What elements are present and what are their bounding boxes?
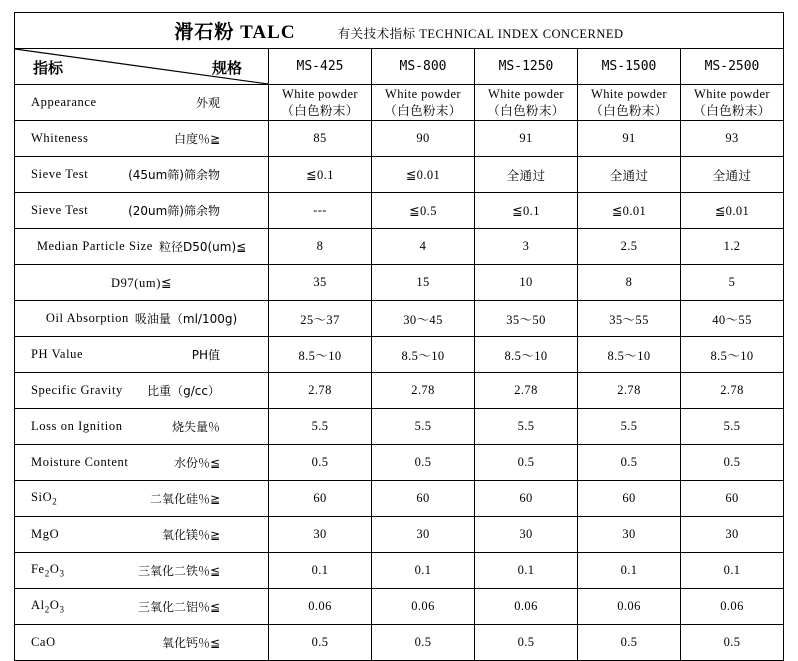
grade-header-label: MS-1250: [498, 59, 554, 74]
title-row: [15, 13, 784, 49]
cell-value: [269, 193, 372, 229]
value-text: 0.1: [620, 563, 638, 577]
value-text: 15: [416, 275, 430, 289]
row-label-cn: 烧失量％: [171, 420, 220, 434]
value-text: ---: [313, 203, 327, 217]
table-row: [15, 409, 784, 445]
row-label-cn: PH值: [191, 348, 220, 362]
value-text: 8: [316, 239, 324, 253]
cell-value: [475, 229, 578, 265]
cell-value: [578, 589, 681, 625]
grade-header-label: MS-1500: [601, 59, 657, 74]
value-text: 0.06: [617, 599, 641, 613]
value-text: 3: [522, 239, 530, 253]
cell-value: [681, 229, 784, 265]
value-text: 0.5: [414, 635, 432, 649]
value-text: 0.5: [414, 455, 432, 469]
cell-value: [578, 85, 681, 121]
value-text: 2.78: [617, 383, 641, 397]
row-label-cell: [15, 517, 269, 553]
cell-value: [475, 337, 578, 373]
grade-header-label: MS-800: [399, 59, 447, 74]
cell-value: [475, 265, 578, 301]
cell-value: [578, 409, 681, 445]
cell-value: [269, 625, 372, 661]
value-text: 5.5: [311, 419, 329, 433]
value-text: 91: [519, 131, 533, 145]
cell-value: [372, 625, 475, 661]
row-label-en: Oil Absorption: [45, 311, 129, 325]
cell-value: [475, 409, 578, 445]
row-label-cell: [15, 337, 269, 373]
table-row: [15, 229, 784, 265]
row-label-cn: 氧化镁％≧: [161, 528, 220, 542]
grade-header-4: [681, 49, 784, 85]
table-row: [15, 121, 784, 157]
row-label-cell: [15, 121, 269, 157]
value-text: 2.78: [514, 383, 538, 397]
row-label-cell: [15, 193, 269, 229]
cell-value: [475, 481, 578, 517]
cell-value: [475, 517, 578, 553]
cell-value: [269, 589, 372, 625]
value-text: ≦0.1: [512, 203, 540, 218]
value-text: 0.1: [517, 563, 535, 577]
document-title: [15, 13, 784, 49]
title-main-en: TALC: [240, 22, 296, 43]
value-text: 4: [419, 239, 427, 253]
cell-value: [475, 373, 578, 409]
value-text: 5.5: [620, 419, 638, 433]
grade-header-0: [269, 49, 372, 85]
value-text: White powder （白色粉末）: [590, 86, 668, 118]
cell-value: [578, 265, 681, 301]
value-text: 30: [416, 527, 430, 541]
value-text: 8: [625, 275, 633, 289]
cell-value: [372, 409, 475, 445]
row-label-cn: 三氧化二铁％≦: [137, 564, 220, 578]
cell-value: [372, 265, 475, 301]
header-col-label: 规格: [211, 59, 242, 77]
cell-value: [475, 301, 578, 337]
row-label-en: MgO: [31, 527, 60, 541]
table-row: [15, 265, 784, 301]
row-label-cn: 粒径D50(um)≦: [158, 240, 247, 254]
table-row: [15, 625, 784, 661]
value-text: 0.5: [517, 455, 535, 469]
value-text: 5.5: [414, 419, 432, 433]
cell-value: [372, 445, 475, 481]
row-label-cell: [15, 301, 269, 337]
value-text: 0.5: [723, 455, 741, 469]
value-text: ≦0.01: [405, 167, 441, 182]
row-label-en: PH Value: [31, 347, 84, 361]
cell-value: [681, 193, 784, 229]
cell-value: [372, 121, 475, 157]
title-sub-cn: 有关技术指标: [337, 26, 416, 41]
row-label-en: D97(um)≦: [110, 275, 173, 290]
value-text: 0.5: [723, 635, 741, 649]
title-sub: [338, 24, 624, 42]
cell-value: [372, 589, 475, 625]
row-label-cell: [15, 265, 269, 301]
cell-value: [578, 121, 681, 157]
cell-value: [578, 625, 681, 661]
cell-value: [578, 517, 681, 553]
value-text: 0.5: [311, 635, 329, 649]
value-text: White powder （白色粉末）: [384, 86, 462, 118]
grade-header-2: [475, 49, 578, 85]
cell-value: [269, 121, 372, 157]
value-text: 8.5～10: [710, 348, 754, 363]
row-label-cn: (20um筛)筛余物: [128, 204, 220, 218]
cell-value: [578, 553, 681, 589]
row-label-cell: [15, 553, 269, 589]
row-label-en: Appearance: [31, 95, 97, 109]
cell-value: [578, 445, 681, 481]
value-text: 2.78: [411, 383, 435, 397]
row-label-cn: 外观: [195, 96, 220, 110]
value-text: 全通过: [712, 168, 752, 183]
value-text: 全通过: [609, 168, 649, 183]
value-text: 25～37: [300, 312, 340, 327]
value-text: 2.78: [720, 383, 744, 397]
row-label-en: CaO: [31, 635, 56, 649]
cell-value: [372, 481, 475, 517]
value-text: 30: [313, 527, 327, 541]
row-label-cn: 白度％≧: [173, 132, 220, 146]
header-row: [15, 49, 784, 85]
value-text: 1.2: [723, 239, 741, 253]
grade-header-1: [372, 49, 475, 85]
cell-value: [475, 85, 578, 121]
cell-value: [269, 337, 372, 373]
row-label-en: $Al_2O_3$: [31, 598, 65, 615]
cell-value: [681, 445, 784, 481]
table-row: [15, 517, 784, 553]
row-label-cell: [15, 157, 269, 193]
title-main-cn: 滑石粉: [174, 21, 235, 43]
cell-value: [372, 229, 475, 265]
row-label-en: Whiteness: [31, 131, 89, 145]
cell-value: [269, 373, 372, 409]
cell-value: [578, 373, 681, 409]
cell-value: [372, 337, 475, 373]
value-text: 60: [313, 491, 327, 505]
cell-value: [269, 445, 372, 481]
value-text: 35: [313, 275, 327, 289]
row-label-cn: 吸油量（ml/100g): [134, 312, 238, 326]
value-text: White powder （白色粉末）: [281, 86, 359, 118]
cell-value: [578, 229, 681, 265]
value-text: 60: [725, 491, 739, 505]
value-text: 5.5: [517, 419, 535, 433]
cell-value: [681, 301, 784, 337]
row-label-cell: [15, 481, 269, 517]
cell-value: [578, 193, 681, 229]
row-label-cn: 三氧化二铝％≦: [137, 600, 220, 614]
row-label-cn: 二氧化硅％≧: [149, 492, 220, 506]
cell-value: [475, 589, 578, 625]
cell-value: [578, 337, 681, 373]
cell-value: [681, 589, 784, 625]
cell-value: [681, 265, 784, 301]
table-row: [15, 157, 784, 193]
cell-value: [681, 337, 784, 373]
row-label-cell: [15, 229, 269, 265]
value-text: White powder （白色粉末）: [487, 86, 565, 118]
cell-value: [475, 445, 578, 481]
value-text: 93: [725, 131, 739, 145]
cell-value: [372, 373, 475, 409]
cell-value: [681, 517, 784, 553]
value-text: 30: [519, 527, 533, 541]
value-text: 2.5: [620, 239, 638, 253]
value-text: 0.06: [514, 599, 538, 613]
header-row-label: 指标: [33, 59, 64, 77]
cell-value: [372, 301, 475, 337]
cell-value: [269, 229, 372, 265]
value-text: 0.06: [720, 599, 744, 613]
row-label-en: SiO$_2$: [31, 490, 58, 507]
cell-value: [269, 409, 372, 445]
value-text: 0.1: [414, 563, 432, 577]
talc-spec-table: [14, 12, 784, 661]
cell-value: [475, 625, 578, 661]
cell-value: [269, 481, 372, 517]
row-label-cell: [15, 625, 269, 661]
row-label-cell: [15, 85, 269, 121]
title-sub-en: TECHNICAL INDEX CONCERNED: [419, 27, 624, 41]
value-text: 30: [622, 527, 636, 541]
table-row: [15, 373, 784, 409]
header-diagonal-cell: [15, 49, 269, 85]
table-row: [15, 445, 784, 481]
row-label-en: Moisture Content: [31, 455, 129, 469]
cell-value: [578, 481, 681, 517]
cell-value: [269, 85, 372, 121]
value-text: 35～55: [609, 312, 649, 327]
cell-value: [681, 373, 784, 409]
cell-value: [372, 517, 475, 553]
cell-value: [681, 121, 784, 157]
value-text: 5.5: [723, 419, 741, 433]
cell-value: [681, 157, 784, 193]
value-text: ≦0.5: [409, 203, 437, 218]
cell-value: [475, 193, 578, 229]
value-text: 0.5: [517, 635, 535, 649]
value-text: 0.5: [620, 635, 638, 649]
value-text: 0.06: [308, 599, 332, 613]
cell-value: [269, 553, 372, 589]
row-label-en: Specific Gravity: [31, 383, 123, 397]
row-label-en: Median Particle Size: [36, 239, 153, 253]
value-text: 2.78: [308, 383, 332, 397]
table-row: [15, 85, 784, 121]
grade-header-3: [578, 49, 681, 85]
cell-value: [372, 85, 475, 121]
value-text: 60: [622, 491, 636, 505]
table-row: [15, 301, 784, 337]
table-row: [15, 481, 784, 517]
cell-value: [372, 553, 475, 589]
value-text: 0.06: [411, 599, 435, 613]
value-text: 10: [519, 275, 533, 289]
value-text: 8.5～10: [298, 348, 342, 363]
row-label-cn: 氧化钙％≦: [161, 636, 220, 650]
value-text: 8.5～10: [401, 348, 445, 363]
value-text: 35～50: [506, 312, 546, 327]
value-text: White powder （白色粉末）: [693, 86, 771, 118]
row-label-cn: 比重（g/cc）: [147, 384, 220, 398]
cell-value: [269, 517, 372, 553]
row-label-cell: [15, 445, 269, 481]
table-row: [15, 193, 784, 229]
value-text: 5: [728, 275, 736, 289]
row-label-en: Sieve Test: [31, 203, 89, 217]
cell-value: [475, 121, 578, 157]
row-label-cn: (45um筛)筛余物: [128, 168, 220, 182]
table-row: [15, 589, 784, 625]
value-text: ≦0.1: [306, 167, 334, 182]
value-text: 0.5: [620, 455, 638, 469]
value-text: 30～45: [403, 312, 443, 327]
grade-header-label: MS-425: [296, 59, 344, 74]
row-label-en: Sieve Test: [31, 167, 89, 181]
row-label-en: $Fe_2O_3$: [31, 562, 65, 579]
row-label-cell: [15, 409, 269, 445]
cell-value: [578, 301, 681, 337]
grade-header-label: MS-2500: [704, 59, 760, 74]
cell-value: [475, 553, 578, 589]
value-text: 90: [416, 131, 430, 145]
cell-value: [578, 157, 681, 193]
title-main: [174, 17, 295, 44]
value-text: 30: [725, 527, 739, 541]
cell-value: [681, 409, 784, 445]
value-text: 60: [519, 491, 533, 505]
cell-value: [372, 193, 475, 229]
cell-value: [372, 157, 475, 193]
row-label-en: Loss on Ignition: [31, 419, 123, 433]
cell-value: [475, 157, 578, 193]
cell-value: [681, 85, 784, 121]
value-text: ≦0.01: [611, 203, 647, 218]
row-label-cell: [15, 589, 269, 625]
cell-value: [681, 553, 784, 589]
row-label-cn: 水份％≦: [173, 456, 220, 470]
value-text: 8.5～10: [607, 348, 651, 363]
value-text: 8.5～10: [504, 348, 548, 363]
row-label-cell: [15, 373, 269, 409]
cell-value: [681, 481, 784, 517]
cell-value: [681, 625, 784, 661]
value-text: 0.1: [723, 563, 741, 577]
value-text: 40～55: [712, 312, 752, 327]
value-text: 60: [416, 491, 430, 505]
cell-value: [269, 265, 372, 301]
value-text: 0.1: [311, 563, 329, 577]
value-text: 全通过: [506, 168, 546, 183]
value-text: 91: [622, 131, 636, 145]
table-row: [15, 337, 784, 373]
value-text: ≦0.01: [714, 203, 750, 218]
cell-value: [269, 301, 372, 337]
value-text: 0.5: [311, 455, 329, 469]
value-text: 85: [313, 131, 327, 145]
table-row: [15, 553, 784, 589]
cell-value: [269, 157, 372, 193]
